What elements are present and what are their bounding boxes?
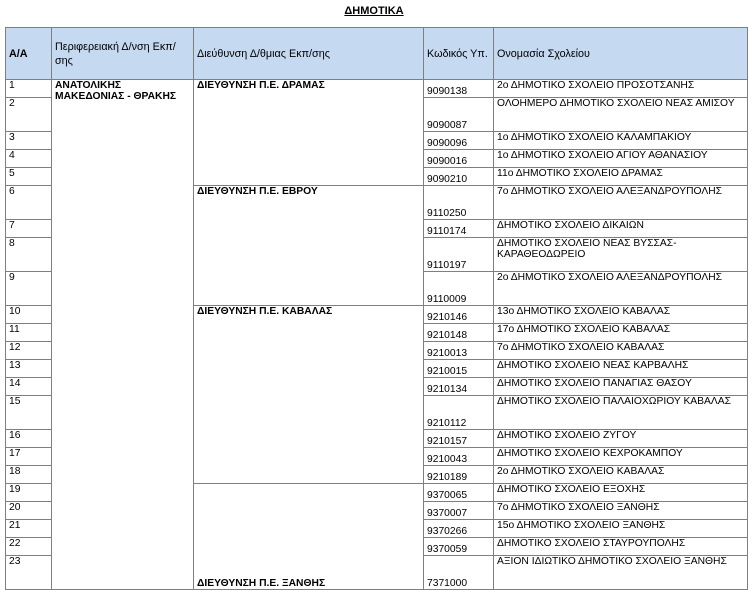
row-code: 9210157 [424, 430, 494, 448]
row-aa: 9 [6, 272, 52, 306]
row-school-name: ΔΗΜΟΤΙΚΟ ΣΧΟΛΕΙΟ ΚΕΧΡΟΚΑΜΠΟΥ [494, 448, 748, 466]
row-aa: 16 [6, 430, 52, 448]
row-code: 9210134 [424, 378, 494, 396]
row-school-name: 2ο ΔΗΜΟΤΙΚΟ ΣΧΟΛΕΙΟ ΚΑΒΑΛΑΣ [494, 466, 748, 484]
header-directorate: Διεύθυνση Δ/θμιας Εκπ/σης [194, 28, 424, 80]
row-school-name: ΔΗΜΟΤΙΚΟ ΣΧΟΛΕΙΟ ΕΞΟΧΗΣ [494, 484, 748, 502]
row-code: 9110250 [424, 186, 494, 220]
row-code: 9110009 [424, 272, 494, 306]
row-school-name: ΔΗΜΟΤΙΚΟ ΣΧΟΛΕΙΟ ΣΤΑΥΡΟΥΠΟΛΗΣ [494, 538, 748, 556]
directorate-cell: ΔΙΕΥΘΥΝΣΗ Π.Ε. ΕΒΡΟΥ [194, 186, 424, 306]
row-aa: 10 [6, 306, 52, 324]
row-school-name: ΔΗΜΟΤΙΚΟ ΣΧΟΛΕΙΟ ΠΑΝΑΓΙΑΣ ΘΑΣΟΥ [494, 378, 748, 396]
row-school-name: 2ο ΔΗΜΟΤΙΚΟ ΣΧΟΛΕΙΟ ΠΡΟΣΟΤΣΑΝΗΣ [494, 80, 748, 98]
row-aa: 21 [6, 520, 52, 538]
row-code: 9210146 [424, 306, 494, 324]
schools-table [5, 27, 748, 590]
row-aa: 8 [6, 238, 52, 272]
row-school-name: ΔΗΜΟΤΙΚΟ ΣΧΟΛΕΙΟ ΝΕΑΣ ΚΑΡΒΑΛΗΣ [494, 360, 748, 378]
row-aa: 20 [6, 502, 52, 520]
row-code: 9210112 [424, 396, 494, 430]
row-aa: 7 [6, 220, 52, 238]
row-code: 9110197 [424, 238, 494, 272]
row-school-name: 1ο ΔΗΜΟΤΙΚΟ ΣΧΟΛΕΙΟ ΑΓΙΟΥ ΑΘΑΝΑΣΙΟΥ [494, 150, 748, 168]
row-school-name: ΔΗΜΟΤΙΚΟ ΣΧΟΛΕΙΟ ΔΙΚΑΙΩΝ [494, 220, 748, 238]
row-aa: 4 [6, 150, 52, 168]
row-code: 9090087 [424, 98, 494, 132]
row-school-name: ΟΛΟΗΜΕΡΟ ΔΗΜΟΤΙΚΟ ΣΧΟΛΕΙΟ ΝΕΑΣ ΑΜΙΣΟΥ [494, 98, 748, 132]
row-code: 9110174 [424, 220, 494, 238]
row-code: 9210043 [424, 448, 494, 466]
header-aa: Α/Α [6, 28, 52, 80]
row-code: 9370065 [424, 484, 494, 502]
row-code: 9090210 [424, 168, 494, 186]
row-aa: 15 [6, 396, 52, 430]
row-school-name: ΔΗΜΟΤΙΚΟ ΣΧΟΛΕΙΟ ΠΑΛΑΙΟΧΩΡΙΟΥ ΚΑΒΑΛΑΣ [494, 396, 748, 430]
row-aa: 22 [6, 538, 52, 556]
row-aa: 11 [6, 324, 52, 342]
directorate-cell: ΔΙΕΥΘΥΝΣΗ Π.Ε. ΞΑΝΘΗΣ [194, 484, 424, 590]
row-school-name: 7ο ΔΗΜΟΤΙΚΟ ΣΧΟΛΕΙΟ ΑΛΕΞΑΝΔΡΟΥΠΟΛΗΣ [494, 186, 748, 220]
row-aa: 3 [6, 132, 52, 150]
row-aa: 23 [6, 556, 52, 590]
row-aa: 14 [6, 378, 52, 396]
row-aa: 13 [6, 360, 52, 378]
row-code: 9370059 [424, 538, 494, 556]
page-title: ΔΗΜΟΤΙΚΑ [344, 5, 404, 17]
row-aa: 17 [6, 448, 52, 466]
row-aa: 6 [6, 186, 52, 220]
row-code: 9210189 [424, 466, 494, 484]
header-code: Κωδικός Υπ. [424, 28, 494, 80]
row-code: 9370266 [424, 520, 494, 538]
row-code: 9210148 [424, 324, 494, 342]
row-school-name: 7ο ΔΗΜΟΤΙΚΟ ΣΧΟΛΕΙΟ ΚΑΒΑΛΑΣ [494, 342, 748, 360]
header-region: Περιφερειακή Δ/νση Εκπ/σης [52, 28, 194, 80]
row-code: 9090138 [424, 80, 494, 98]
row-code: 9210013 [424, 342, 494, 360]
row-school-name: ΔΗΜΟΤΙΚΟ ΣΧΟΛΕΙΟ ΖΥΓΟΥ [494, 430, 748, 448]
table-header-row [6, 28, 748, 80]
row-school-name: 7ο ΔΗΜΟΤΙΚΟ ΣΧΟΛΕΙΟ ΞΑΝΘΗΣ [494, 502, 748, 520]
row-school-name: 1ο ΔΗΜΟΤΙΚΟ ΣΧΟΛΕΙΟ ΚΑΛΑΜΠΑΚΙΟΥ [494, 132, 748, 150]
row-aa: 1 [6, 80, 52, 98]
row-school-name: ΔΗΜΟΤΙΚΟ ΣΧΟΛΕΙΟ ΝΕΑΣ ΒΥΣΣΑΣ-ΚΑΡΑΘΕΟΔΩΡΕΙΟ [494, 238, 748, 272]
row-code: 9370007 [424, 502, 494, 520]
row-code: 9210015 [424, 360, 494, 378]
row-code: 7371000 [424, 556, 494, 590]
row-code: 9090016 [424, 150, 494, 168]
header-name: Ονομασία Σχολείου [494, 28, 748, 80]
region-cell: ΑΝΑΤΟΛΙΚΗΣ ΜΑΚΕΔΟΝΙΑΣ - ΘΡΑΚΗΣ [52, 80, 194, 590]
row-aa: 12 [6, 342, 52, 360]
row-code: 9090096 [424, 132, 494, 150]
row-school-name: 11ο ΔΗΜΟΤΙΚΟ ΣΧΟΛΕΙΟ ΔΡΑΜΑΣ [494, 168, 748, 186]
row-school-name: 15ο ΔΗΜΟΤΙΚΟ ΣΧΟΛΕΙΟ ΞΑΝΘΗΣ [494, 520, 748, 538]
row-aa: 19 [6, 484, 52, 502]
row-school-name: 13ο ΔΗΜΟΤΙΚΟ ΣΧΟΛΕΙΟ ΚΑΒΑΛΑΣ [494, 306, 748, 324]
row-aa: 5 [6, 168, 52, 186]
row-school-name: 17ο ΔΗΜΟΤΙΚΟ ΣΧΟΛΕΙΟ ΚΑΒΑΛΑΣ [494, 324, 748, 342]
directorate-cell: ΔΙΕΥΘΥΝΣΗ Π.Ε. ΚΑΒΑΛΑΣ [194, 306, 424, 484]
row-school-name: ΑΞΙΟΝ ΙΔΙΩΤΙΚΟ ΔΗΜΟΤΙΚΟ ΣΧΟΛΕΙΟ ΞΑΝΘΗΣ [494, 556, 748, 590]
directorate-cell: ΔΙΕΥΘΥΝΣΗ Π.Ε. ΔΡΑΜΑΣ [194, 80, 424, 186]
row-aa: 18 [6, 466, 52, 484]
row-aa: 2 [6, 98, 52, 132]
table-row [6, 80, 748, 98]
row-school-name: 2ο ΔΗΜΟΤΙΚΟ ΣΧΟΛΕΙΟ ΑΛΕΞΑΝΔΡΟΥΠΟΛΗΣ [494, 272, 748, 306]
